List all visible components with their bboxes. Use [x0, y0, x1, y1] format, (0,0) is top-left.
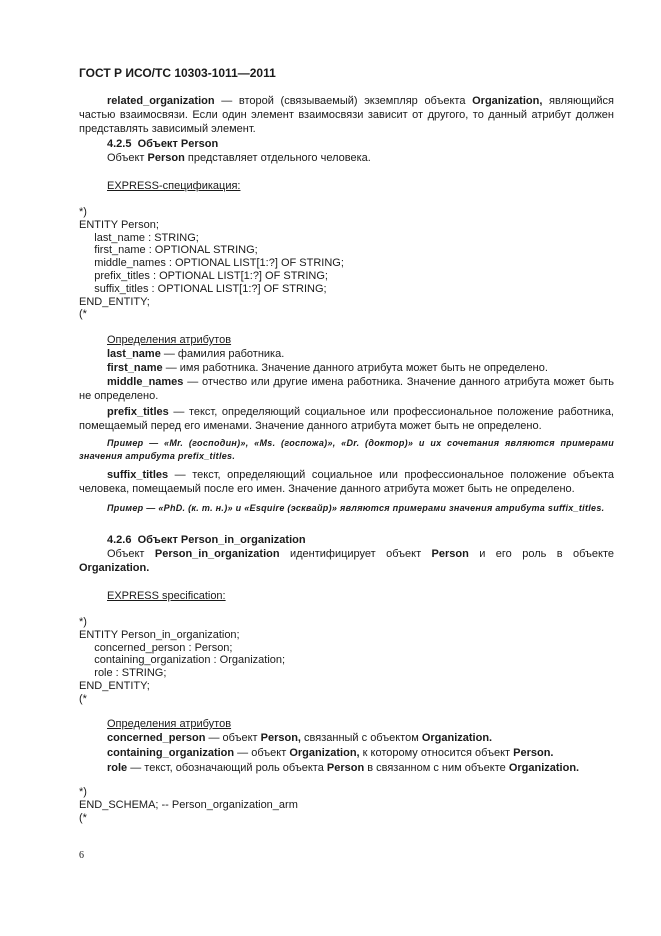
term-related-organization: related_organization: [107, 95, 215, 107]
section-heading-4-2-5: 4.2.5 Объект Person: [107, 138, 219, 150]
attr-middle-names: middle_names — отчество или другие имена работника. Значение данного атрибута может быть не определено.: [79, 376, 614, 402]
attr-last-name: last_name — фамилия работника.: [107, 348, 285, 360]
example-prefix-titles: Пример — «Mr. (господин)», «Ms. (госпожа)», «Dr. (доктор)» и их сочетания являются примерами значения атрибута prefix_titles.: [79, 438, 614, 461]
page-number: 6: [79, 850, 84, 861]
attribute-definitions-heading: Определения атрибутов: [107, 334, 232, 346]
attr-role: role — текст, обозначающий роль объекта Person в связанном с ним объекте Organization.: [107, 762, 580, 774]
end-schema-code: *) END_SCHEMA; -- Person_organization_arm (*: [79, 786, 298, 824]
section-heading-4-2-6: 4.2.6 Объект Person_in_organization: [107, 534, 306, 546]
attribute-definitions-heading-2: Определения атрибутов: [107, 718, 232, 730]
attr-first-name: first_name — имя работника. Значение данного атрибута может быть не определено.: [107, 362, 548, 374]
attr-suffix-titles: suffix_titles — текст, определяющий социальное или профессиональное положение объекта человека, помещаемый после его имен. Значение данного атрибута может быть не определено.: [79, 469, 614, 495]
express-code-person-in-organization: *) ENTITY Person_in_organization; concerned_person : Person; containing_organization : Organization; role : STRING; END_ENTITY; (*: [79, 616, 286, 705]
section-4-2-5-description: Объект Person представляет отдельного человека.: [107, 152, 371, 164]
express-spec-label: EXPRESS-спецификация:: [107, 180, 241, 192]
attr-prefix-titles: prefix_titles — текст, определяющий социальное или профессиональное положение работника, помещаемый перед его именами. Значение данного атрибута может быть не определено.: [79, 406, 614, 432]
page-header: ГОСТ Р ИСО/ТС 10303-1011—2011: [79, 66, 276, 80]
example-suffix-titles: Пример — «PhD. (к. т. н.)» и «Esquire (эсквайр)» являются примерами значения атрибута suffix_titles.: [107, 503, 605, 513]
attr-concerned-person: concerned_person — объект Person, связанный с объектом Organization.: [107, 732, 493, 744]
related-organization-paragraph: related_organization — второй (связываемый) экземпляр объекта Organization, являющийся частью взаимосвязи. Если один элемент взаимосвязи зависит от другого, то данный атрибут должен представлять зависимый элемент.: [79, 95, 615, 135]
section-4-2-6-description: Объект Person_in_organization идентифицирует объект Person и его роль в объекте Organization.: [79, 548, 615, 574]
attr-containing-organization: containing_organization — объект Organization, к которому относится объект Person.: [107, 747, 554, 759]
express-spec-label-2: EXPRESS specification:: [107, 590, 226, 602]
express-code-person: *) ENTITY Person; last_name : STRING; first_name : OPTIONAL STRING; middle_names : OPTIONAL LIST[1:?] OF STRING; prefix_titles : OPTIONAL LIST[1:?] OF STRING; suffix_titles : OPTIONAL LIST[1:?] OF STRING; END_ENTITY; (*: [79, 206, 344, 321]
